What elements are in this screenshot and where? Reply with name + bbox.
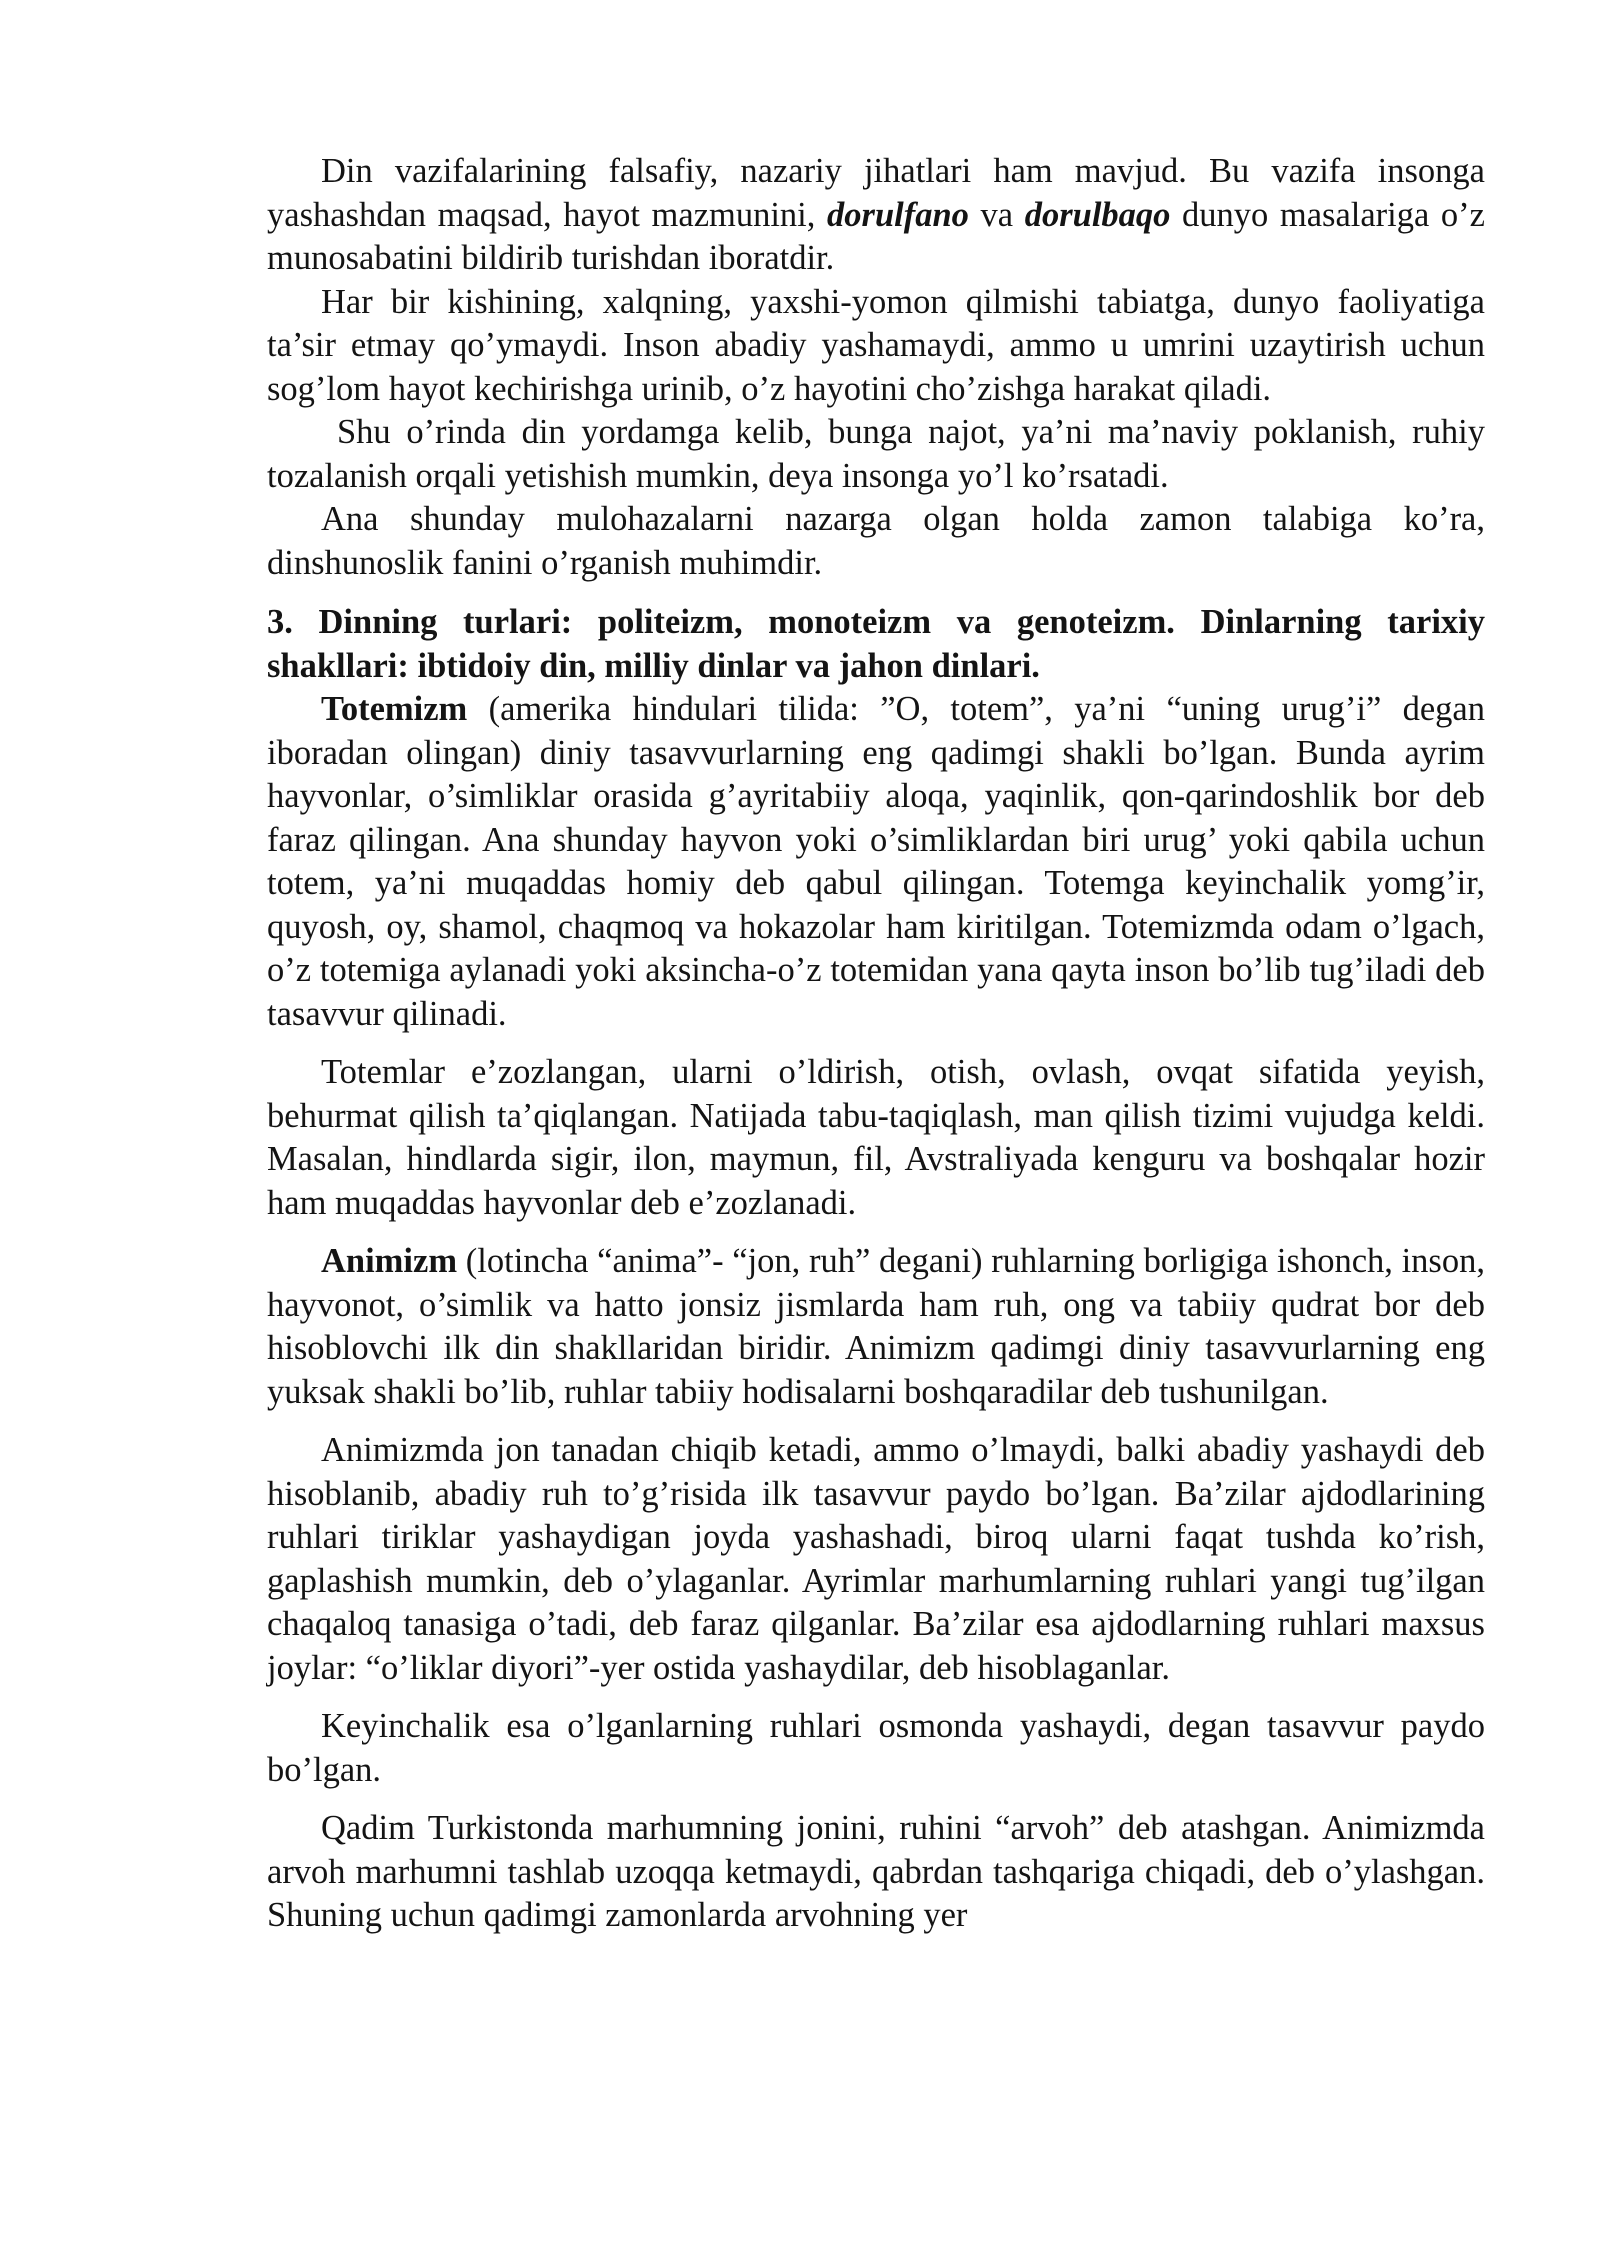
- term-animizm: Animizm: [321, 1242, 458, 1280]
- paragraph-philosophical-functions: [267, 150, 1485, 281]
- paragraph-text: dunyo masalariga o’z munosabatini bildirib turishdan iboratdir.: [267, 195, 1485, 277]
- paragraph-soul-beliefs: Animizmda jon tanadan chiqib ketadi, ammo o’lmaydi, balki abadiy yashaydi deb hisoblanib, abadiy ruh to’g’risida ilk tasavvur paydo bo’lgan. Ba’zilar ajdodlarining ruhlari tiriklar yashaydigan joyda yashashadi, biroq ularni faqat tushda ko’rish, gaplashish mumkin, deb o’ylaganlar. Ayrimlar marhumlarning ruhlari yangi tug’ilgan chaqaloq tanasiga o’tadi, deb faraz qilganlar. Ba’zilar esa ajdodlarning ruhlari maxsus joylar: “o’liklar diyori”-yer ostida yashaydilar, deb hisoblaganlar.: [267, 1431, 1485, 1687]
- paragraph-religion-help: Shu o’rinda din yordamga kelib, bunga najot, ya’ni ma’naviy poklanish, ruhiy tozalanish orqali yetishish mumkin, deya insonga yo’l ko’rsatadi.: [267, 413, 1485, 495]
- paragraph-text: va: [968, 195, 1025, 234]
- paragraph-souls-in-sky: Keyinchalik esa o’lganlarning ruhlari osmonda yashaydi, degan tasavvur paydo bo’lgan.: [267, 1707, 1485, 1789]
- paragraph-totems-honored: Totemlar e’zozlangan, ularni o’ldirish, otish, ovlash, ovqat sifatida yeyish, behurmat qilish ta’qiqlangan. Natijada tabu-taqiqlash, man qilish tizimi vujudga keldi. Masalan, hindlarda sigir, ilon, maymun, fil, Avstraliyada kenguru va boshqalar hozir ham muqaddas hayvonlar deb e’zozlanadi.: [267, 1053, 1485, 1222]
- paragraph-religious-studies: Ana shunday mulohazalarni nazarga olgan holda zamon talabiga ko’ra, dinshunoslik fanini o’rganish muhimdir.: [267, 500, 1485, 582]
- section-heading: 3. Dinning turlari: politeizm, monoteizm va genoteizm. Dinlarning tarixiy shakllari: ibtidoiy din, milliy dinlar va jahon dinlari.: [267, 603, 1485, 685]
- term-totemizm: Totemizm: [321, 690, 468, 728]
- term-dorulbaqo: dorulbaqo: [1024, 195, 1171, 234]
- paragraph-text: (amerika hindulari tilida: ”O, totem”, ya’ni “uning urug’i” degan iboradan olingan) diniy tasavvurlarning eng qadimgi shakli bo’lgan. Bunda ayrim hayvonlar, o’simliklar orasida g’ayritabiiy aloqa, yaqinlik, qon-qarindoshlik bor deb faraz qilingan. Ana shunday hayvon yoki o’simliklardan biri urug’ yoki qabila uchun totem, ya’ni muqaddas homiy deb qabul qilingan. Totemga keyinchalik yomg’ir, quyosh, oy, shamol, chaqmoq va hokazolar ham kiritilgan. Totemizmda odam o’lgach, o’z totemiga aylanadi yoki aksincha-o’z totemidan yana qayta inson bo’lib tug’iladi deb tasavvur qilinadi.: [267, 690, 1485, 1033]
- term-dorulfano: dorulfano: [827, 195, 969, 234]
- paragraph-totemism: [267, 688, 1485, 1036]
- paragraph-arvoh: Qadim Turkistonda marhumning jonini, ruhini “arvoh” deb atashgan. Animizmda arvoh marhumni tashlab uzoqqa ketmaydi, qabrdan tashqariga chiqadi, deb o’ylashgan. Shuning uchun qadimgi zamonlarda arvohning yer: [267, 1809, 1485, 1934]
- document-body: [267, 150, 1485, 1938]
- paragraph-animism: [267, 1240, 1485, 1414]
- paragraph-human-deeds: Har bir kishining, xalqning, yaxshi-yomon qilmishi tabiatga, dunyo faoliyatiga ta’sir etmay qo’ymaydi. Inson abadiy yashamaydi, ammo u umrini uzaytirish uchun sog’lom hayot kechirishga urinib, o’z hayotini cho’zishga harakat qiladi.: [267, 282, 1485, 408]
- paragraph-text: (lotincha “anima”- “jon, ruh” degani) ruhlarning borligiga ishonch, inson, hayvonot, o’simlik va hatto jonsiz jismlarda ham ruh, ong va tabiiy qudrat bor deb hisoblovchi ilk din shakllaridan biridir. Animizm qadimgi diniy tasavvurlarning eng yuksak shakli bo’lib, ruhlar tabiiy hodisalarni boshqaradilar deb tushunilgan.: [267, 1242, 1485, 1411]
- paragraph-text: Din vazifalarining falsafiy, nazariy jihatlari ham mavjud. Bu vazifa insonga yashashdan maqsad, hayot mazmunini,: [267, 152, 1485, 234]
